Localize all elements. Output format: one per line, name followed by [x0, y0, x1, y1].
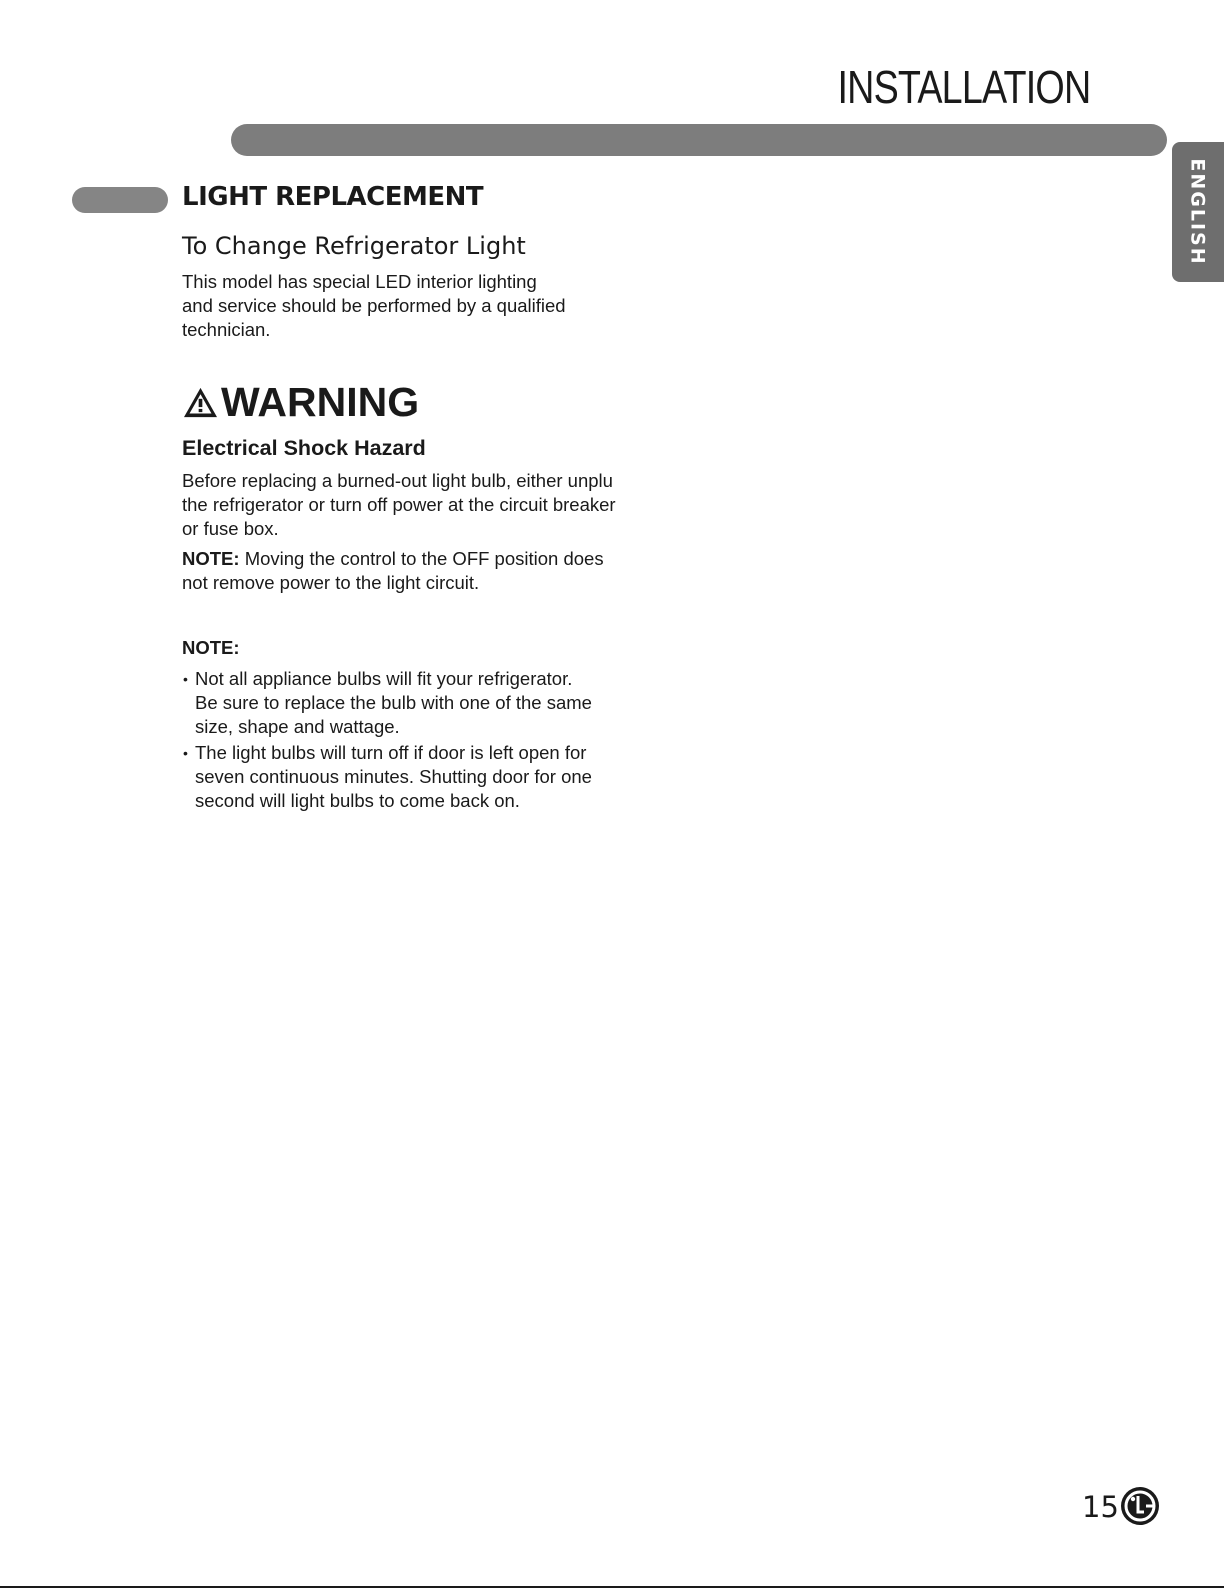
intro-line: This model has special LED interior lighting [182, 271, 537, 292]
page-section-title: INSTALLATION [837, 61, 1090, 113]
note-line: Not all appliance bulbs will fit your refrigerator. [195, 668, 573, 689]
intro-line: and service should be performed by a qualified [182, 295, 566, 316]
warning-note-line: not remove power to the light circuit. [182, 572, 480, 593]
notes-heading: NOTE: [182, 637, 240, 658]
bullet-icon: • [183, 745, 188, 761]
note-line: The light bulbs will turn off if door is left open for [195, 742, 587, 763]
warning-label: WARNING [221, 379, 420, 425]
note-line: seven continuous minutes. Shutting door for one [195, 766, 592, 787]
main-content [182, 232, 682, 815]
bullet-icon: • [183, 671, 188, 687]
warning-paragraph [182, 469, 682, 541]
intro-paragraph [182, 270, 682, 342]
warning-line: or fuse box. [182, 518, 279, 539]
warning-line: the refrigerator or turn off power at the circuit breaker [182, 494, 616, 515]
language-tab [1172, 142, 1224, 282]
page-number: 15 [1082, 1490, 1119, 1524]
note-line: size, shape and wattage. [195, 716, 400, 737]
list-item [182, 741, 682, 813]
section-heading: LIGHT REPLACEMENT [182, 182, 484, 212]
warning-line: Before replacing a burned-out light bulb, either unplu [182, 470, 613, 491]
warning-triangle-icon [182, 386, 219, 419]
hazard-title: Electrical Shock Hazard [182, 436, 426, 460]
lg-logo-icon [1120, 1486, 1160, 1526]
warning-title [182, 378, 682, 426]
intro-line: technician. [182, 319, 271, 340]
warning-note [182, 547, 682, 595]
section-marker [72, 187, 168, 213]
warning-note-label: NOTE: [182, 548, 240, 569]
list-item [182, 667, 682, 739]
note-line: Be sure to replace the bulb with one of the same [195, 692, 592, 713]
subheading: To Change Refrigerator Light [182, 232, 526, 260]
header-bar [231, 124, 1167, 156]
language-tab-label: ENGLISH [1187, 158, 1209, 266]
note-line: second will light bulbs to come back on. [195, 790, 520, 811]
warning-note-line: Moving the control to the OFF position does [239, 548, 604, 569]
notes-list [182, 667, 682, 813]
